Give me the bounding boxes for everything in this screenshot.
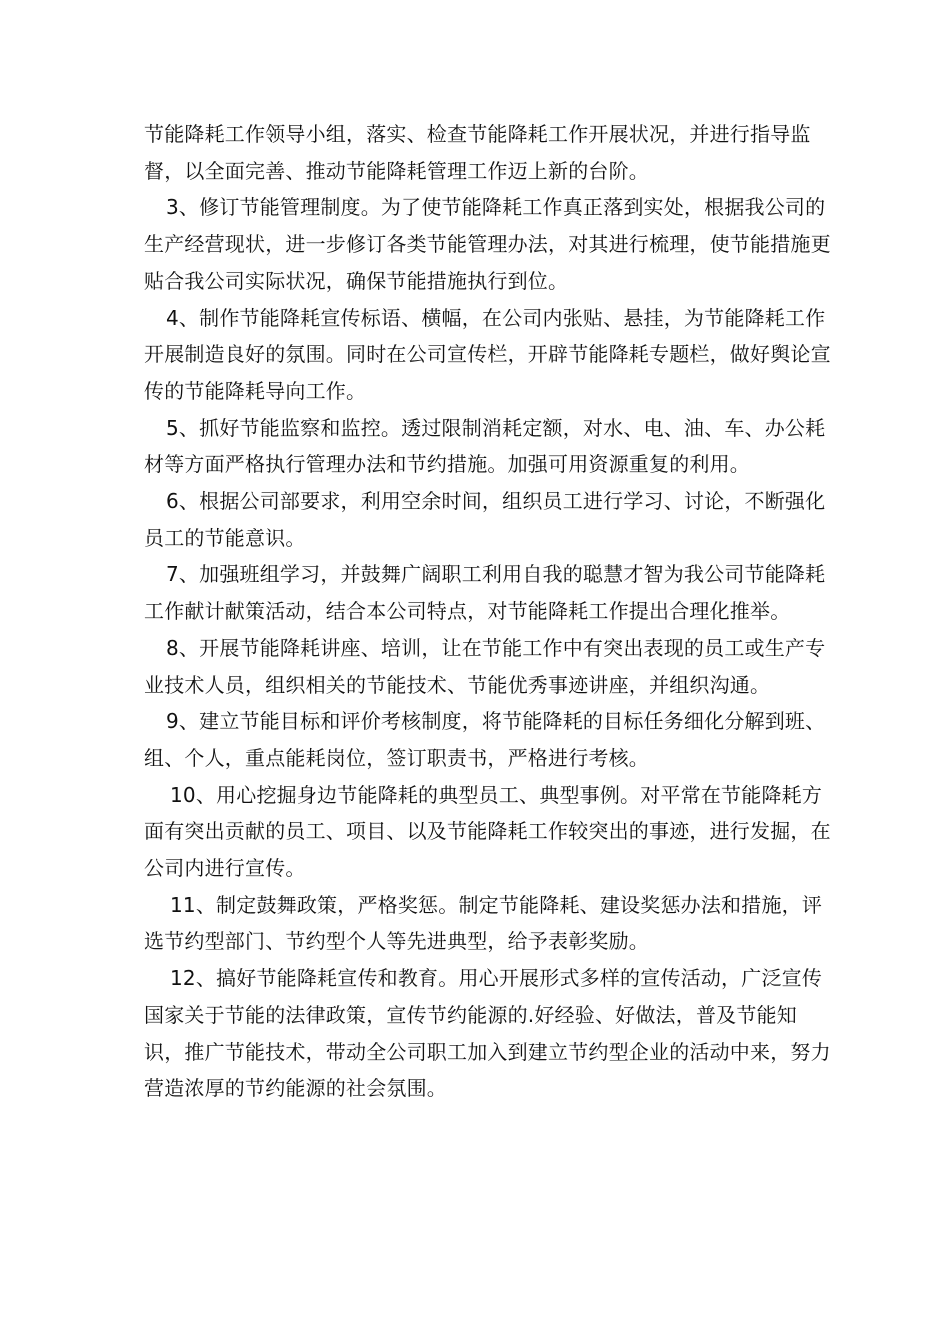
paragraph-item-12: 12、搞好节能降耗宣传和教育。用心开展形式多样的宣传活动，广泛宣传国家关于节能的法律政策，宣传节约能源的.好经验、好做法，普及节能知识，推广节能技术，带动全公司职工加入到建立节约型企业的活动中来，努力营造浓厚的节约能源的社会氛围。 — [144, 966, 831, 1101]
paragraph-item-8: 8、开展节能降耗讲座、培训，让在节能工作中有突出表现的员工或生产专业技术人员，组织相关的节能技术、节能优秀事迹讲座，并组织沟通。 — [144, 635, 826, 697]
paragraph-item-11: 11、制定鼓舞政策，严格奖惩。制定节能降耗、建设奖惩办法和措施，评选节约型部门、节约型个人等先进典型，给予表彰奖励。 — [144, 892, 823, 954]
paragraph-item-4: 4、制作节能降耗宣传标语、横幅，在公司内张贴、悬挂，为节能降耗工作开展制造良好的氛围。同时在公司宣传栏，开辟节能降耗专题栏，做好舆论宣传的节能降耗导向工作。 — [144, 305, 831, 403]
paragraph-item-10: 10、用心挖掘身边节能降耗的典型员工、典型事例。对平常在节能降耗方面有突出贡献的员工、项目、以及节能降耗工作较突出的事迹，进行发掘，在公司内进行宣传。 — [144, 782, 831, 881]
paragraph-item-9: 9、建立节能目标和评价考核制度，将节能降耗的目标任务细化分解到班、组、个人，重点能耗岗位，签订职责书，严格进行考核。 — [144, 709, 826, 770]
paragraph-continuation: 节能降耗工作领导小组，落实、检查节能降耗工作开展状况，并进行指导监督，以全面完善、推动节能降耗管理工作迈上新的台阶。 — [144, 122, 811, 183]
paragraph-item-7: 7、加强班组学习，并鼓舞广阔职工利用自我的聪慧才智为我公司节能降耗工作献计献策活动，结合本公司特点，对节能降耗工作提出合理化推举。 — [144, 562, 826, 624]
paragraph-item-6: 6、根据公司部要求，利用空余时间，组织员工进行学习、讨论，不断强化员工的节能意识。 — [144, 489, 826, 550]
paragraph-item-5: 5、抓好节能监察和监控。透过限制消耗定额，对水、电、油、车、办公耗材等方面严格执行管理办法和节约措施。加强可用资源重复的利用。 — [144, 415, 826, 477]
paragraph-item-3: 3、修订节能管理制度。为了使节能降耗工作真正落到实处，根据我公司的生产经营现状，进一步修订各类节能管理办法，对其进行梳理，使节能措施更贴合我公司实际状况，确保节能措施执行到位。 — [144, 195, 831, 293]
document-body — [144, 116, 834, 1107]
